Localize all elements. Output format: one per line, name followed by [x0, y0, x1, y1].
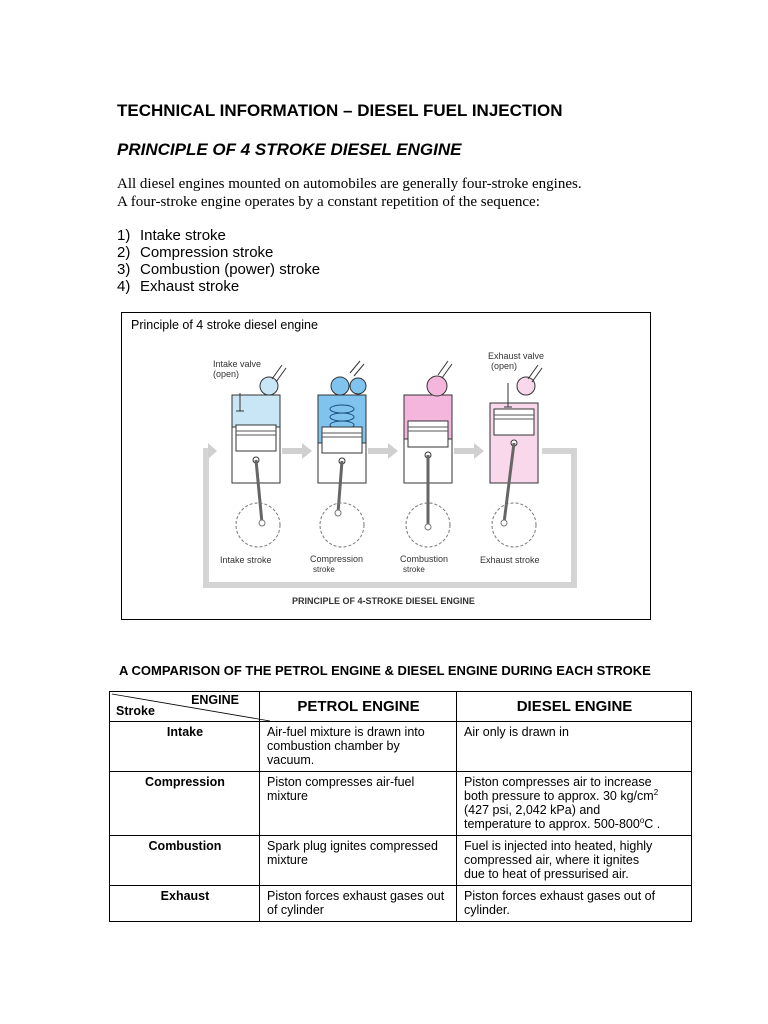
table-row: [110, 886, 692, 922]
table-row: [110, 836, 692, 886]
stroke-header-label: Stroke: [116, 704, 155, 718]
exhaust-valve-state-label: (open): [491, 361, 518, 371]
diesel-cell: Air only is drawn in: [457, 722, 692, 772]
stroke-label: Exhaust stroke: [140, 278, 240, 295]
stroke-list-item: [117, 278, 239, 295]
corner-header-cell: [110, 692, 260, 722]
stroke-caption: Combustion: [400, 554, 449, 564]
intro-line-2: A four-stroke engine operates by a constant repetition of the sequence:: [117, 194, 540, 210]
petrol-engine-column-header: PETROL ENGINE: [260, 692, 457, 722]
diesel-cell: Piston compresses air to increase both pressure to approx. 30 $kg/cm^2$ (427 psi, 2,042 kPa) and temperature to approx. 500-800$^o$C .: [457, 772, 692, 836]
stroke-row-label: Intake: [110, 722, 260, 772]
engine-diagram-figure: [121, 312, 651, 620]
stroke-list-item: [117, 244, 273, 261]
stroke-list-item: [117, 261, 320, 278]
petrol-cell: Spark plug ignites compressed mixture: [260, 836, 457, 886]
stroke-caption: Exhaust stroke: [480, 555, 540, 565]
diesel-cell: Piston forces exhaust gases out of cylinder.: [457, 886, 692, 922]
intro-line-1: All diesel engines mounted on automobiles are generally four-stroke engines.: [117, 176, 582, 192]
comparison-heading: A COMPARISON OF THE PETROL ENGINE & DIESEL ENGINE DURING EACH STROKE: [119, 663, 651, 678]
stroke-label: Intake stroke: [140, 227, 226, 244]
crank-circle: [236, 503, 280, 547]
figure-caption: Principle of 4 stroke diesel engine: [131, 318, 318, 332]
engine-header-label: ENGINE: [191, 693, 239, 707]
stroke-list-item: [117, 227, 226, 244]
stroke-row-label: Combustion: [110, 836, 260, 886]
document-title: TECHNICAL INFORMATION – DIESEL FUEL INJECTION: [117, 101, 563, 120]
crank-circle: [492, 503, 536, 547]
comparison-table: [109, 691, 692, 922]
stroke-caption: stroke: [313, 565, 335, 574]
crank-circle: [320, 503, 364, 547]
stroke-number: 4): [117, 278, 131, 295]
exhaust-cylinder: [490, 365, 542, 523]
document-subtitle: PRINCIPLE OF 4 STROKE DIESEL ENGINE: [117, 140, 462, 159]
stroke-caption: Intake stroke: [220, 555, 272, 565]
stroke-number: 3): [117, 261, 131, 278]
exhaust-valve-label: Exhaust valve: [488, 351, 545, 361]
intake-valve-label: Intake valve: [213, 359, 262, 369]
petrol-cell: Air-fuel mixture is drawn into combustion chamber by vacuum.: [260, 722, 457, 772]
stroke-number: 1): [117, 227, 131, 244]
compression-cylinder: [318, 361, 366, 513]
table-row: [110, 722, 692, 772]
intake-cylinder: [232, 365, 286, 523]
table-header-row: [110, 692, 692, 722]
petrol-cell: Piston forces exhaust gases out of cylinder: [260, 886, 457, 922]
combustion-cylinder: [404, 361, 452, 527]
stroke-row-label: Exhaust: [110, 886, 260, 922]
engine-diagram: [122, 313, 650, 619]
diesel-cell: Fuel is injected into heated, highly compressed air, where it ignites due to heat of pressurised air.: [457, 836, 692, 886]
stroke-label: Compression stroke: [140, 244, 274, 261]
petrol-cell: Piston compresses air-fuel mixture: [260, 772, 457, 836]
stroke-number: 2): [117, 244, 131, 261]
diesel-engine-column-header: DIESEL ENGINE: [457, 692, 692, 722]
intake-valve-state-label: (open): [213, 369, 240, 379]
stroke-caption: stroke: [403, 565, 425, 574]
table-row: [110, 772, 692, 836]
stroke-label: Combustion (power) stroke: [140, 261, 321, 278]
stroke-row-label: Compression: [110, 772, 260, 836]
diagram-title: PRINCIPLE OF 4-STROKE DIESEL ENGINE: [292, 596, 475, 606]
stroke-caption: Compression: [310, 554, 364, 564]
